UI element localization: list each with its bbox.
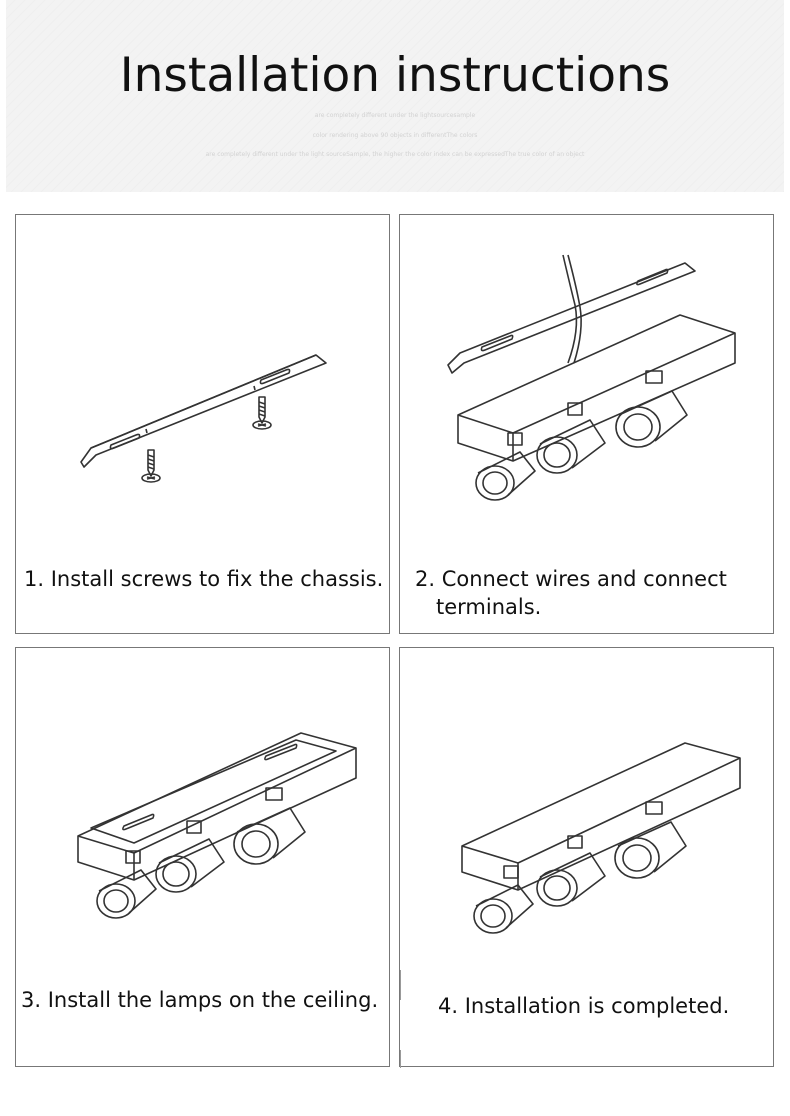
step-3-number: 3. [21,988,42,1012]
step-4-panel [399,647,774,1067]
step-3-caption [21,986,378,1014]
step-2-number: 2. [415,567,436,591]
step-2-caption [415,565,727,593]
step-1-text: Install screws to fix the chassis. [50,567,384,591]
faint-caption-1: are completely different under the lightsourcesample [314,112,476,119]
step-4-number: 4. [438,994,459,1018]
step-1-number: 1. [24,567,45,591]
step-3-text: Install the lamps on the ceiling. [47,988,379,1012]
step-3-panel [15,647,390,1067]
step-4-caption [438,992,729,1020]
step-2-panel [399,214,774,634]
divider-tick [400,1050,401,1068]
lamp-group [476,371,687,500]
step-1-panel [15,214,390,634]
step-2-text: Connect wires and connect [441,567,727,591]
step-1-caption [24,565,383,593]
faint-caption-2: color rendering above 90 objects in differentThe colors [312,132,478,139]
faint-caption-3: are completely different under the light sourceSample, the higher the color index can be expressedThe true color of an object [205,151,585,158]
step-2-caption-line2: terminals. [436,595,542,619]
divider-tick [400,970,401,1000]
step-4-text: Installation is completed. [464,994,730,1018]
page-title: Installation instructions [119,48,671,103]
